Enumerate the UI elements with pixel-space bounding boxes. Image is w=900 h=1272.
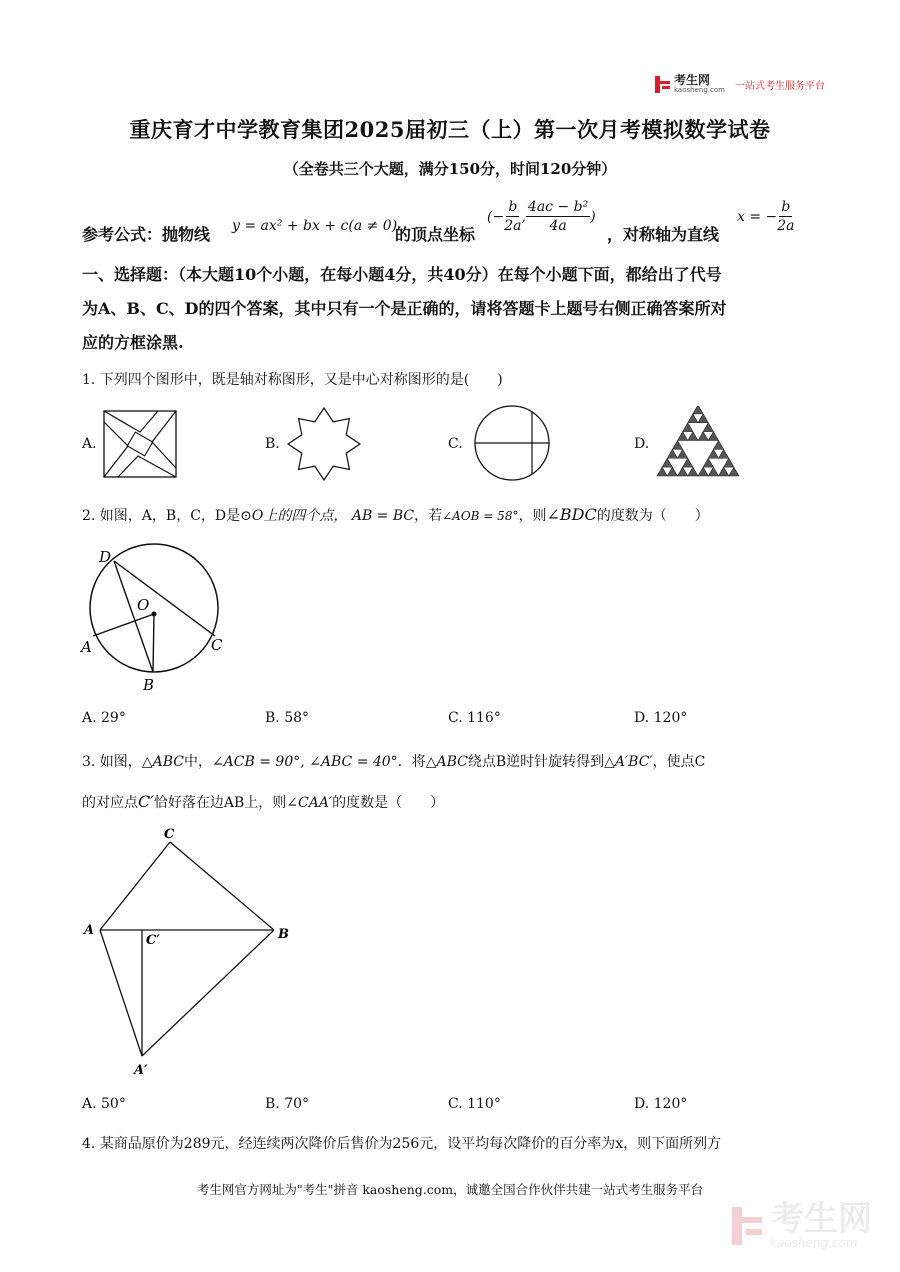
logo-domain: kaosheng.com <box>674 86 725 94</box>
sierpinski-triangle <box>672 440 682 449</box>
q1-figure-d-sierpinski <box>655 406 741 480</box>
axis-formula <box>737 198 795 235</box>
q3-tri-abc-2: △ABC <box>425 754 468 770</box>
q3-line2-b: 恰好落在边AB上，则 <box>153 795 287 811</box>
q2-option-b: B. 58° <box>265 710 310 726</box>
watermark-text: 考生网 <box>770 1199 872 1239</box>
q4-stem: 4. 某商品原价为289元，经连续两次降价后售价为256元，设平均每次降价的百分率为x，则下面所列方 <box>82 1136 722 1152</box>
sierpinski-triangle <box>708 432 718 441</box>
sierpinski-triangle <box>719 467 729 476</box>
q3-line1-c: ．将 <box>397 754 426 770</box>
q2-eq-aob: ∠AOB = 58° <box>442 509 519 523</box>
q3-label-c-prime: C′ <box>146 933 160 948</box>
q3-eq-angles: ∠ACB = 90°, ∠ABC = 40° <box>211 754 398 770</box>
sierpinski-triangle <box>719 449 729 458</box>
section-1-instructions <box>82 258 822 360</box>
vertex-frac-2 <box>526 198 590 235</box>
vertex-frac-1 <box>504 198 521 235</box>
sierpinski-triangle <box>688 414 698 423</box>
q2-label-b: B <box>143 676 155 694</box>
section-1-line-2: 为A、B、C、D的四个答案，其中只有一个是正确的，请将答题卡上题号右侧正确答案所对 <box>82 299 727 318</box>
axis-frac <box>777 198 794 235</box>
q1-figure-b-star-ring <box>284 404 364 484</box>
q3-label-b: B <box>278 927 289 942</box>
q3-line1-b: 中， <box>183 754 212 770</box>
vertex-comma: , <box>521 208 526 225</box>
vertex-open: (− <box>487 208 505 225</box>
sierpinski-triangle <box>678 449 688 458</box>
vertex-close: ) <box>590 208 596 225</box>
logo-name: 考生网 <box>674 73 711 87</box>
q1-option-c: C. <box>448 436 463 452</box>
q3-option-b: B. 70° <box>265 1096 310 1112</box>
formula-label: 参考公式：抛物线 <box>82 225 211 244</box>
q3-figure-rotation <box>80 820 300 1082</box>
axis-frac-den: 2a <box>777 218 795 234</box>
q1-option-a: A. <box>82 436 97 452</box>
sierpinski-triangle <box>683 423 693 432</box>
kaosheng-logo-icon <box>655 76 670 93</box>
sierpinski-triangle <box>667 449 677 458</box>
sierpinski-triangle <box>688 432 698 441</box>
sierpinski-triangle <box>703 423 713 432</box>
q2-label-c: C <box>211 636 223 654</box>
watermark-domain: kaosheng.com <box>770 1236 858 1250</box>
q3-line1-e: ，使点C <box>652 754 706 770</box>
sierpinski-triangle <box>713 440 723 449</box>
q2-stem <box>82 505 822 526</box>
q1-option-b: B. <box>265 436 280 452</box>
reference-formula <box>82 196 822 246</box>
vertex-frac-1-num: b <box>508 199 518 215</box>
q3-label-a: A <box>84 923 95 938</box>
q3-line-1 <box>82 752 822 772</box>
q2-stem-c: ，若 <box>414 508 443 524</box>
header-logo <box>655 74 825 94</box>
q1-figure-b-outline <box>288 408 360 480</box>
sierpinski-triangle <box>688 467 698 476</box>
sierpinski-triangle <box>662 458 672 467</box>
sierpinski-triangle <box>678 467 688 476</box>
q2-stem-b: O上的四个点， <box>251 508 348 524</box>
vertex-formula <box>487 198 596 235</box>
q3-c-prime: C′ <box>138 792 154 811</box>
sierpinski-triangle <box>667 467 677 476</box>
vertex-frac-2-den: 4a <box>549 218 567 234</box>
vertex-frac-1-den: 2a <box>504 218 522 234</box>
parabola-equation: y = ax² + bx + c(a ≠ 0) <box>232 218 398 234</box>
q2-option-d: D. 120° <box>634 710 688 726</box>
q3-line1-a: 3. 如图， <box>82 754 142 770</box>
section-1-line-3: 应的方框涂黑. <box>82 333 184 352</box>
q1-option-d: D. <box>634 436 650 452</box>
logo-slogan: 一站式考生服务平台 <box>734 80 825 92</box>
q2-label-d: D <box>99 548 112 566</box>
q3-line2-a: 的对应点 <box>82 795 138 811</box>
q3-label-a-prime: A′ <box>134 1063 148 1078</box>
sierpinski-triangle <box>729 467 739 476</box>
q2-circle-symbol: ⊙ <box>240 508 252 524</box>
q3-line1-d: 绕点B逆时针旋转得到 <box>467 754 605 770</box>
exam-title: 重庆育才中学教育集团2025届初三（上）第一次月考模拟数学试卷 <box>129 117 771 142</box>
q2-eq-bdc: ∠BDC <box>546 505 597 524</box>
sierpinski-triangle <box>683 458 693 467</box>
q2-option-a: A. 29° <box>82 710 126 726</box>
sierpinski-triangle <box>708 449 718 458</box>
watermark-logo-icon <box>732 1207 762 1245</box>
q3-angle-caa: ∠CAA′ <box>286 795 333 811</box>
vertex-frac-2-num: 4ac − b² <box>527 199 589 215</box>
exam-subtitle: （全卷共三个大题，满分150分，时间120分钟） <box>283 160 617 178</box>
q1-figure-b-path <box>288 408 360 480</box>
axis-label: ，对称轴为直线 <box>607 225 720 244</box>
sierpinski-triangle <box>657 467 667 476</box>
q3-option-a: A. 50° <box>82 1096 126 1112</box>
q2-figure-circle <box>75 540 245 700</box>
section-1-line-1: 一、选择题：（本大题10个小题，在每小题4分，共40分）在每个小题下面，都给出了代号 <box>82 265 722 284</box>
q3-tri-abc: △ABC <box>141 754 184 770</box>
axis-lhs: x = − <box>737 208 778 225</box>
q2-stem-a: 2. 如图，A，B，C，D是 <box>82 508 241 524</box>
q2-eq-ab-bc: AB = BC <box>351 508 415 524</box>
sierpinski-triangle <box>678 432 688 441</box>
vertex-label: 的顶点坐标 <box>395 225 476 244</box>
sierpinski-triangle <box>724 458 734 467</box>
q3-option-c: C. 110° <box>448 1096 501 1112</box>
q2-label-a: A <box>81 638 92 656</box>
q3-tri-abc-prime: △A′BC′ <box>604 754 653 770</box>
sierpinski-triangle <box>703 458 713 467</box>
q3-label-c: C <box>164 827 175 842</box>
q1-figure-a-pinwheel-square <box>100 408 180 480</box>
q1-figure-d-triangles <box>657 406 739 476</box>
q2-stem-e: 的度数为（ ） <box>596 508 709 524</box>
q3-option-d: D. 120° <box>634 1096 688 1112</box>
page-footer: 考生网官方网址为"考生"拼音 kaosheng.com，诚邀全国合作伙伴共建一站式考生服务平台 <box>196 1182 704 1197</box>
q1-stem: 1. 下列四个图形中，既是轴对称图形，又是中心对称图形的是( ) <box>82 372 503 388</box>
q2-option-c: C. 116° <box>448 710 501 726</box>
q1-figure-c-circle <box>470 404 554 482</box>
axis-frac-num: b <box>781 199 791 215</box>
q2-label-o: O <box>137 596 150 614</box>
sierpinski-triangle <box>693 406 703 414</box>
sierpinski-triangle <box>698 467 708 476</box>
sierpinski-triangle <box>698 414 708 423</box>
q3-line2-c: 的度数是（ ） <box>332 795 445 811</box>
sierpinski-triangle <box>698 432 708 441</box>
sierpinski-triangle <box>708 467 718 476</box>
kaosheng-watermark <box>732 1199 872 1250</box>
q3-line-2 <box>82 792 822 813</box>
q2-stem-d: ，则 <box>518 508 547 524</box>
